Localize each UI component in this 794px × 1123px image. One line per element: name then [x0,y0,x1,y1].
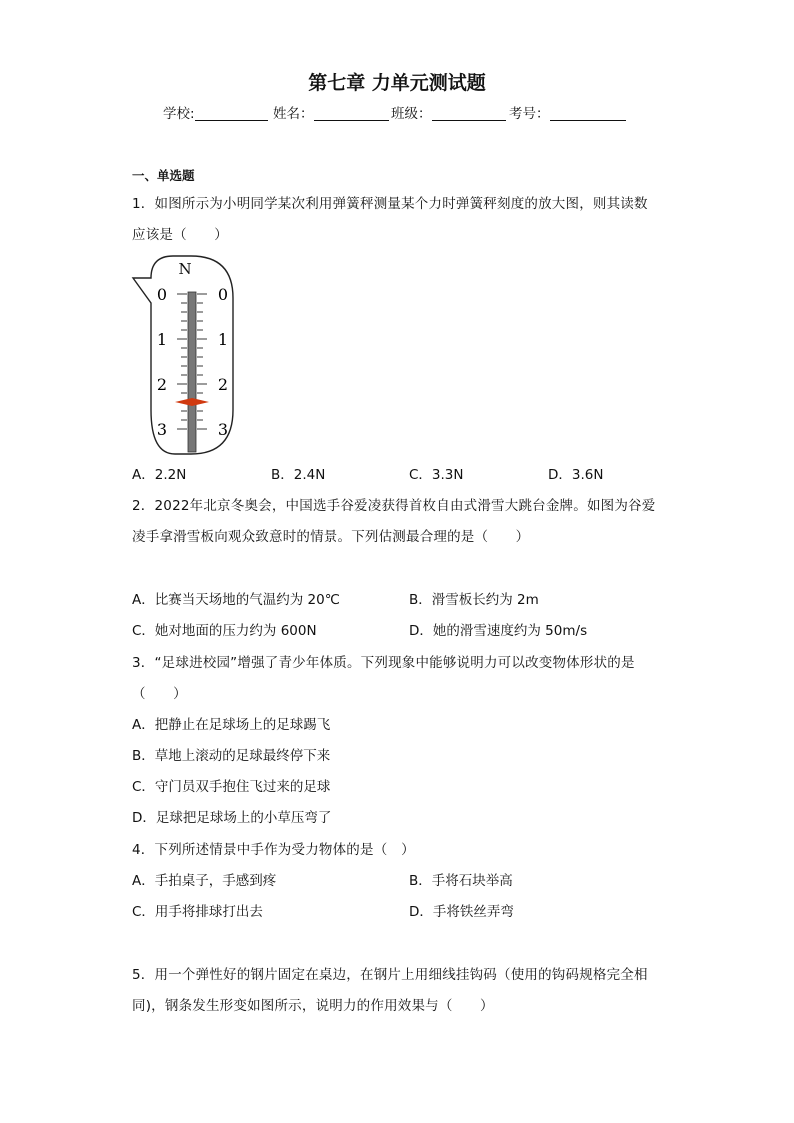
unit-label: N [178,260,192,278]
class-label: 班级： [391,106,432,122]
name-field [273,102,389,122]
q1-stem-line1: 1．如图所示为小明同学某次利用弹簧秤测量某个力时弹簧秤刻度的放大图，则其读数 [132,196,648,212]
q1-option-b[interactable]: B．2.4N [271,467,326,483]
q2-option-a[interactable]: A．比赛当天场地的气温约为 20℃ [132,592,340,608]
q3-option-c[interactable]: C．守门员双手抱住飞过来的足球 [132,779,331,795]
q5-stem-line2: 同)，钢条发生形变如图所示，说明力的作用效果与（ ） [132,998,494,1014]
right-label-2: 2 [217,375,229,394]
q2-option-c[interactable]: C．她对地面的压力约为 600N [132,623,317,639]
school-blank[interactable] [195,106,268,121]
q3-stem-line2: （ ） [132,686,187,702]
q2-option-b[interactable]: B．滑雪板长约为 2m [409,592,539,608]
section-title: 一、单选题 [132,168,195,183]
spring-rod [188,292,196,452]
q3-option-d[interactable]: D．足球把足球场上的小草压弯了 [132,810,332,826]
q5-stem-line1: 5．用一个弹性好的钢片固定在桌边，在钢片上用细线挂钩码（使用的钩码规格完全相 [132,967,648,983]
q3-option-b[interactable]: B．草地上滚动的足球最终停下来 [132,748,331,764]
left-label-0: 0 [156,285,168,304]
exam-no-blank[interactable] [550,106,626,121]
q2-stem-line2: 凌手拿滑雪板向观众致意时的情景。下列估测最合理的是（ ） [132,529,530,545]
q4-option-a[interactable]: A．手拍桌子，手感到疼 [132,873,277,889]
q4-option-b[interactable]: B．手将石块举高 [409,873,513,889]
left-label-2: 2 [156,375,168,394]
right-label-1: 1 [217,330,229,349]
class-blank[interactable] [432,106,506,121]
left-label-1: 1 [156,330,168,349]
q4-option-c[interactable]: C．用手将排球打出去 [132,904,263,920]
right-label-0: 0 [217,285,229,304]
exam-no-label: 考号： [509,106,550,122]
q1-option-c[interactable]: C．3.3N [409,467,464,483]
page-title: 第七章 力单元测试题 [308,72,486,94]
q1-stem-line2: 应该是（ ） [132,227,228,243]
spring-scale-figure [128,248,240,460]
q1-option-a[interactable]: A．2.2N [132,467,187,483]
name-label: 姓名： [273,106,314,122]
right-label-3: 3 [217,420,229,439]
q2-option-d[interactable]: D．她的滑雪速度约为 50m/s [409,623,588,639]
q4-option-d[interactable]: D．手将铁丝弄弯 [409,904,514,920]
left-label-3: 3 [156,420,168,439]
class-field [391,102,506,122]
q1-option-d[interactable]: D．3.6N [548,467,604,483]
school-label: 学校: [163,106,195,122]
name-blank[interactable] [314,106,389,121]
q4-stem-line1: 4．下列所述情景中手作为受力物体的是（ ） [132,842,415,858]
q3-stem-line1: 3．“足球进校园”增强了青少年体质。下列现象中能够说明力可以改变物体形状的是 [132,655,635,671]
exam-no-field [509,102,626,122]
q3-option-a[interactable]: A．把静止在足球场上的足球踢飞 [132,717,331,733]
school-field [163,102,268,122]
q2-stem-line1: 2．2022年北京冬奥会，中国选手谷爱凌获得首枚自由式滑雪大跳台金牌。如图为谷爱 [132,498,656,514]
